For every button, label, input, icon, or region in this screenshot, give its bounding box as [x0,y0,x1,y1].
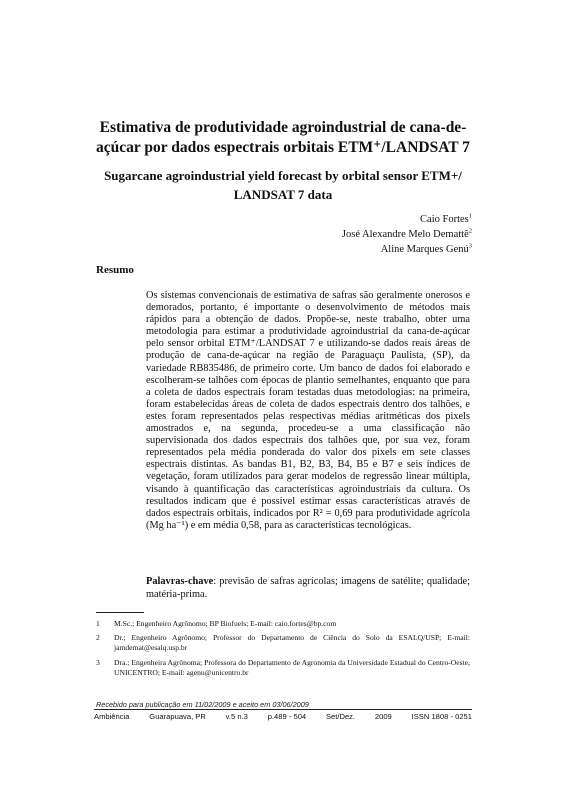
keywords-label: Palavras-chave [146,576,214,587]
journal-volume: v.5 n.3 [225,712,248,721]
author-list [342,212,472,257]
abstract-text: Os sistemas convencionais de estimativa de safras são geralmente onerosos e demorados, portanto, é importante o desenvolvimento de métodos mais rápidos para a obtenção de dados. Propõe-se, neste trabalho, obter uma metodologia para estimar a produtividade agroindustrial da cana-de-açúcar pelo sensor orbital ETM⁺/LANDSAT 7 e utilizando-se dados reais áreas de produção de cana-de-açúcar na região de Paraguaçu Paulista, (SP), da variedade RB835486, de primeiro corte. Um banco de dados foi elaborado e escolheram-se talhões com épocas de plantio semelhantes, enquanto que para a coleta de dados espectrais foram testadas duas metodologias: na primeira, foram estabelecidas áreas de coleta de dados espectrais dentro dos talhões, e estes foram representados pelas respectivas médias aritméticas dos pixels amostrados e, na segunda, procedeu-se a uma classificação não supervisionada dos dados espectrais dos talhões que, por sua vez, foram representados pela média ponderada do valor dos pixels em sete classes espectrais distintas. As bandas B1, B2, B3, B4, B5 e B7 e seis índices de vegetação, foram utilizados para gerar modelos de regressão linear múltipla, visando à quantificação das características agroindustriais da cultura. Os resultados indicam que é possível estimar essas características através de dados espectrais orbitais, indicados por R² = 0,69 para produtividade agrícola (Mg ha⁻¹) e em média 0,58, para as características tecnológicas. [146,290,470,531]
footer-divider [94,709,472,710]
footnote-divider [96,612,144,613]
author-2 [342,227,472,242]
footnotes [96,619,470,682]
author-name: José Alexandre Melo Demattê [341,229,469,240]
keywords-paragraph [146,576,470,601]
received-date-note: Recebido para publicação em 11/02/2009 e aceito em 03/06/2009 [96,700,309,709]
abstract-heading: Resumo [96,264,134,276]
footnote-number: 1 [96,619,100,628]
footnote-text: Dra.; Engenheira Agrônoma; Professora do Departamento de Agronomia da Universidade Estadual do Centro-Oeste, UNICENTRO; E-mail: agenu@unicentro.br [114,657,470,677]
paper-title: Estimativa de produtividade agroindustrial de cana-de-açúcar por dados espectrais orbitais ETM⁺/LANDSAT 7 [96,119,470,156]
author-1 [342,212,472,227]
footnote-number: 3 [96,657,100,667]
footnote-text: M.Sc.; Engenheiro Agrônomo; BP Biofuels; E-mail: caio.fortes@bp.com [114,619,337,628]
journal-city: Guarapuava, PR [149,712,206,721]
author-affiliation-mark: 3 [468,242,472,250]
footnote-text: Dr.; Engenheiro Agrônomo; Professor do Departamento de Ciência do Solo da ESALQ/USP; E-mail: jamdemat@esalq.usp.br [114,633,470,653]
journal-footer [94,712,472,721]
author-name: Caio Fortes [420,214,469,225]
journal-name: Ambiência [94,712,130,721]
journal-year: 2009 [374,712,392,721]
author-3 [342,242,472,257]
footnote [96,633,470,653]
journal-date: Set/Dez. [325,712,356,721]
journal-pages: p.489 - 504 [267,712,307,721]
journal-issn: ISSN 1808 - 0251 [411,712,472,721]
keywords-text: : previsão de safras agrícolas; imagens de satélite; qualidade; matéria-prima. [146,576,470,600]
footnote [96,658,470,678]
author-name: Aline Marques Genú [380,244,469,255]
footnote-number: 2 [96,633,100,643]
paper-subtitle: Sugarcane agroindustrial yield forecast by orbital sensor ETM+/ LANDSAT 7 data [104,168,462,202]
author-affiliation-mark: 2 [468,227,472,235]
footnote [96,619,470,629]
author-affiliation-mark: 1 [468,212,472,220]
